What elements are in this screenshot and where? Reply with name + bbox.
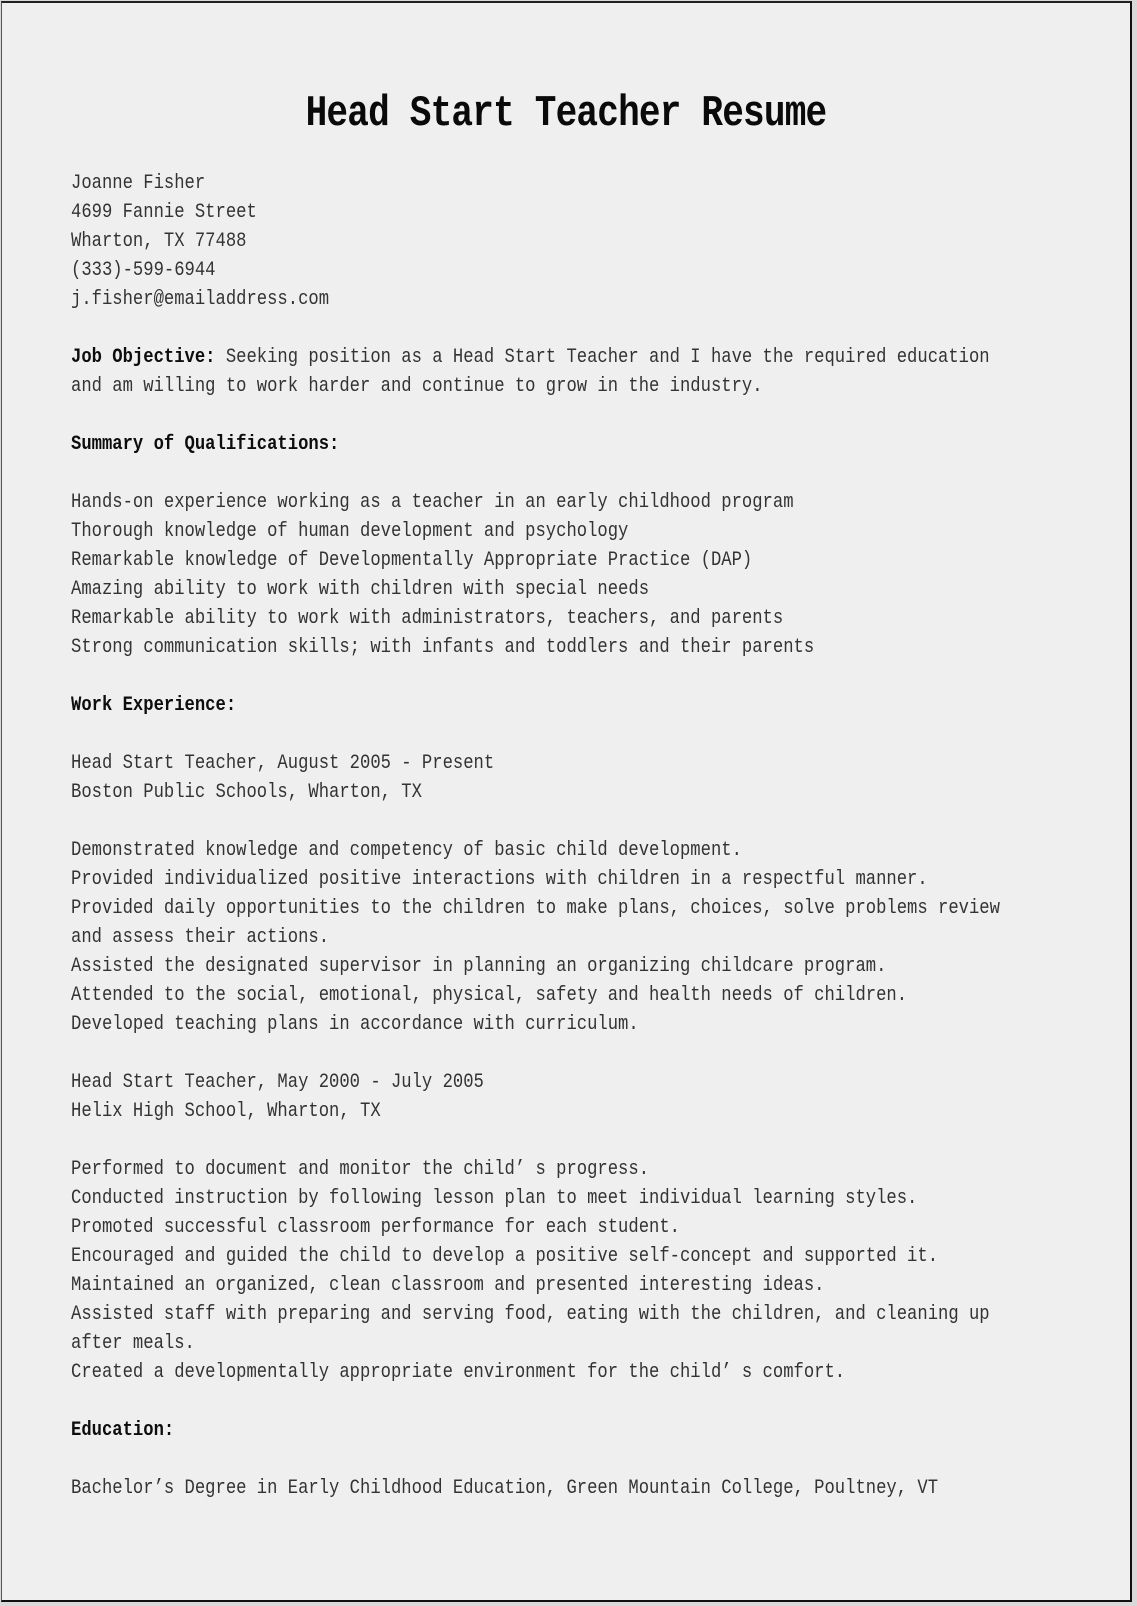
education-heading: Education: [71,1419,175,1442]
job-duty: Assisted staff with preparing and serving food, eating with the children, and cleaning up [71,1303,990,1326]
job-entry [71,1068,1091,1387]
spacer [71,662,1091,691]
education-item: Bachelor’s Degree in Early Childhood Education, Green Mountain College, Poultney, VT [71,1477,939,1500]
job-title-dates: Head Start Teacher, May 2000 - July 2005 [71,1071,484,1094]
job-duty: Performed to document and monitor the child’ s progress. [71,1158,650,1181]
spacer [71,401,1091,430]
qualification-item: Strong communication skills; with infants and toddlers and their parents [71,636,815,659]
contact-street: 4699 Fannie Street [71,201,257,224]
job-duty: Encouraged and guided the child to develop a positive self-concept and supported it. [71,1245,939,1268]
job-employer: Boston Public Schools, Wharton, TX [71,781,422,804]
contact-block [71,169,1091,314]
contact-name: Joanne Fisher [71,172,206,195]
spacer [71,720,1091,749]
spacer [71,1387,1091,1416]
job-duty: after meals. [71,1332,195,1355]
job-entry [71,749,1091,1039]
job-duty: Conducted instruction by following lesson plan to meet individual learning styles. [71,1187,918,1210]
contact-phone: (333)-599-6944 [71,259,216,282]
objective-line-1 [71,343,990,372]
contact-email: j.fisher@emailaddress.com [71,288,330,311]
experience-heading: Work Experience: [71,694,237,717]
qualifications-heading: Summary of Qualifications: [71,433,340,456]
job-title-dates: Head Start Teacher, August 2005 - Present [71,752,495,775]
qualification-item: Thorough knowledge of human development and psychology [71,520,629,543]
qualification-item: Amazing ability to work with children with special needs [71,578,650,601]
page-title: Head Start Teacher Resume [305,89,827,139]
job-duty: Demonstrated knowledge and competency of basic child development. [71,839,742,862]
job-duty: Promoted successful classroom performance for each student. [71,1216,680,1239]
objective-label: Job Objective: [71,346,216,369]
job-duty: Maintained an organized, clean classroom and presented interesting ideas. [71,1274,825,1297]
contact-city: Wharton, TX 77488 [71,230,247,253]
spacer [71,1039,1091,1068]
qualifications-section [71,430,1091,662]
spacer [71,1445,1091,1474]
job-employer: Helix High School, Wharton, TX [71,1100,381,1123]
job-duty: Developed teaching plans in accordance with curriculum. [71,1013,639,1036]
objective-line-2: and am willing to work harder and continue to grow in the industry. [71,375,763,398]
job-duty: Created a developmentally appropriate environment for the child’ s comfort. [71,1361,846,1384]
job-duty: Assisted the designated supervisor in planning an organizing childcare program. [71,955,887,978]
spacer [71,459,1091,488]
objective-section [71,343,1091,401]
spacer [71,1126,1091,1155]
job-duty: and assess their actions. [71,926,330,949]
spacer [71,807,1091,836]
spacer [71,314,1091,343]
objective-text: Seeking position as a Head Start Teacher and I have the required education [215,346,990,369]
qualification-item: Hands-on experience working as a teacher in an early childhood program [71,491,794,514]
resume-content [71,169,1091,1503]
education-section [71,1416,1091,1503]
resume-page [1,1,1132,1602]
job-duty: Provided individualized positive interactions with children in a respectful manner. [71,868,928,891]
qualification-item: Remarkable knowledge of Developmentally Appropriate Practice (DAP) [71,549,753,572]
experience-section [71,691,1091,1387]
job-duty: Provided daily opportunities to the children to make plans, choices, solve problems review [71,897,1000,920]
job-duty: Attended to the social, emotional, physical, safety and health needs of children. [71,984,908,1007]
qualification-item: Remarkable ability to work with administrators, teachers, and parents [71,607,784,630]
